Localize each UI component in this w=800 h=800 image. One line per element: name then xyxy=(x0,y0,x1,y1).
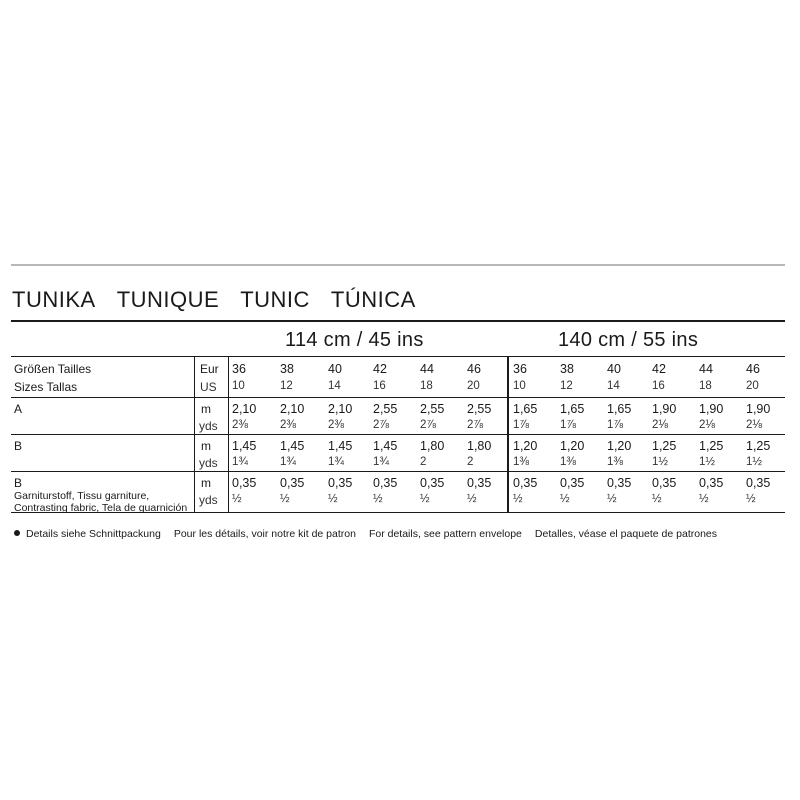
eur-size-cell: 44 xyxy=(420,362,434,376)
row-b-unit-m: m xyxy=(201,439,211,453)
meters-cell: 0,35 xyxy=(699,476,724,490)
yards-cell: ½ xyxy=(560,493,570,505)
eur-size-cell: 40 xyxy=(328,362,342,376)
size-label-line2: Sizes Tallas xyxy=(14,380,78,394)
pattern-title xyxy=(12,287,437,313)
yards-cell: 2⅜ xyxy=(232,419,248,431)
meters-cell: 1,65 xyxy=(560,402,585,416)
row-b-contrast-unit-yds: yds xyxy=(199,493,218,507)
us-size-cell: 20 xyxy=(467,380,480,392)
meters-cell: 1,45 xyxy=(232,439,257,453)
meters-cell: 1,65 xyxy=(513,402,538,416)
size-column-divider xyxy=(228,356,229,512)
title-rule xyxy=(11,320,785,322)
meters-cell: 0,35 xyxy=(280,476,305,490)
row-b-contrast-unit-m: m xyxy=(201,476,211,490)
size-label-line1: Größen Tailles xyxy=(14,362,92,376)
yards-cell: 1⅜ xyxy=(513,456,529,468)
title-fr: TUNIQUE xyxy=(116,287,220,312)
yards-cell: ½ xyxy=(513,493,523,505)
row-b-contrast-desc2: Contrasting fabric, Tela de guarnición xyxy=(14,502,188,514)
yards-cell: 1¾ xyxy=(232,456,248,468)
yards-cell: 1⅞ xyxy=(607,419,623,431)
meters-cell: 2,10 xyxy=(232,402,257,416)
yards-cell: 2⅞ xyxy=(467,419,483,431)
meters-cell: 1,80 xyxy=(467,439,492,453)
row-b-unit-yds: yds xyxy=(199,456,218,470)
footer-note-fr: Pour les détails, voir notre kit de patron xyxy=(173,528,356,540)
yards-cell: ½ xyxy=(467,493,477,505)
meters-cell: 1,20 xyxy=(560,439,585,453)
yards-cell: 1¾ xyxy=(373,456,389,468)
us-size-cell: 14 xyxy=(607,380,620,392)
us-size-cell: 10 xyxy=(513,380,526,392)
yards-cell: ½ xyxy=(607,493,617,505)
yards-cell: 2⅜ xyxy=(328,419,344,431)
width-group-divider xyxy=(507,356,509,512)
yards-cell: ½ xyxy=(746,493,756,505)
us-size-cell: 12 xyxy=(560,380,573,392)
row-b-contrast-top-rule xyxy=(11,471,785,472)
yards-cell: 1⅜ xyxy=(607,456,623,468)
yards-cell: ½ xyxy=(699,493,709,505)
us-size-cell: 18 xyxy=(420,380,433,392)
footer-note-de: Details siehe Schnittpackung xyxy=(26,528,161,540)
us-size-cell: 10 xyxy=(232,380,245,392)
eur-size-cell: 38 xyxy=(280,362,294,376)
row-a-unit-m: m xyxy=(201,402,211,416)
yards-cell: 2 xyxy=(467,456,474,468)
meters-cell: 2,55 xyxy=(467,402,492,416)
footer-note-es: Detalles, véase el paquete de patrones xyxy=(534,528,718,540)
yards-cell: 2⅛ xyxy=(746,419,762,431)
row-b-contrast-view: B xyxy=(14,476,23,490)
meters-cell: 2,55 xyxy=(420,402,445,416)
row-a-unit-yds: yds xyxy=(199,419,218,433)
meters-cell: 1,90 xyxy=(746,402,771,416)
fabric-width-114: 114 cm / 45 ins xyxy=(285,329,424,351)
us-label: US xyxy=(200,380,217,394)
yards-cell: 1⅞ xyxy=(560,419,576,431)
fabric-width-140: 140 cm / 55 ins xyxy=(558,329,699,351)
row-b-view: B xyxy=(14,439,23,453)
eur-size-cell: 46 xyxy=(467,362,481,376)
meters-cell: 0,35 xyxy=(373,476,398,490)
row-a-top-rule xyxy=(11,397,785,398)
meters-cell: 1,45 xyxy=(280,439,305,453)
row-b-contrast-desc: Garniturstoff, Tissu garniture, xyxy=(14,490,150,502)
meters-cell: 1,25 xyxy=(652,439,677,453)
yards-cell: 1⅞ xyxy=(513,419,529,431)
meters-cell: 0,35 xyxy=(560,476,585,490)
eur-size-cell: 36 xyxy=(232,362,246,376)
us-size-cell: 12 xyxy=(280,380,293,392)
meters-cell: 0,35 xyxy=(420,476,445,490)
yards-cell: ½ xyxy=(280,493,290,505)
yards-cell: 1⅜ xyxy=(560,456,576,468)
bullet-icon xyxy=(14,530,20,536)
yards-cell: ½ xyxy=(373,493,383,505)
meters-cell: 0,35 xyxy=(607,476,632,490)
meters-cell: 0,35 xyxy=(746,476,771,490)
yards-cell: 2⅜ xyxy=(280,419,296,431)
meters-cell: 1,65 xyxy=(607,402,632,416)
yards-cell: ½ xyxy=(328,493,338,505)
yards-cell: 1½ xyxy=(746,456,762,468)
eur-size-cell: 46 xyxy=(746,362,760,376)
us-size-cell: 16 xyxy=(652,380,665,392)
eur-size-cell: 44 xyxy=(699,362,713,376)
eur-size-cell: 36 xyxy=(513,362,527,376)
us-size-cell: 18 xyxy=(699,380,712,392)
row-b-top-rule xyxy=(11,434,785,435)
meters-cell: 0,35 xyxy=(232,476,257,490)
title-de: TUNIKA xyxy=(12,287,96,312)
eur-size-cell: 38 xyxy=(560,362,574,376)
unit-column-divider xyxy=(194,356,195,512)
yards-cell: 2⅛ xyxy=(652,419,668,431)
us-size-cell: 20 xyxy=(746,380,759,392)
meters-cell: 1,25 xyxy=(699,439,724,453)
meters-cell: 0,35 xyxy=(513,476,538,490)
footer-notes xyxy=(14,528,730,540)
meters-cell: 1,25 xyxy=(746,439,771,453)
meters-cell: 1,90 xyxy=(652,402,677,416)
header-top-rule xyxy=(11,356,785,357)
meters-cell: 1,90 xyxy=(699,402,724,416)
meters-cell: 1,80 xyxy=(420,439,445,453)
meters-cell: 0,35 xyxy=(467,476,492,490)
yards-cell: ½ xyxy=(652,493,662,505)
meters-cell: 2,55 xyxy=(373,402,398,416)
yards-cell: 2⅞ xyxy=(420,419,436,431)
top-rule xyxy=(11,264,785,266)
meters-cell: 0,35 xyxy=(652,476,677,490)
row-a-view: A xyxy=(14,402,23,416)
eur-size-cell: 40 xyxy=(607,362,621,376)
eur-size-cell: 42 xyxy=(373,362,387,376)
yards-cell: 1¾ xyxy=(280,456,296,468)
eur-size-cell: 42 xyxy=(652,362,666,376)
yards-cell: 2⅞ xyxy=(373,419,389,431)
yards-cell: 1½ xyxy=(652,456,668,468)
meters-cell: 1,45 xyxy=(328,439,353,453)
meters-cell: 1,45 xyxy=(373,439,398,453)
meters-cell: 2,10 xyxy=(280,402,305,416)
meters-cell: 2,10 xyxy=(328,402,353,416)
yards-cell: ½ xyxy=(420,493,430,505)
yards-cell: 2⅛ xyxy=(699,419,715,431)
yards-cell: 1½ xyxy=(699,456,715,468)
yards-cell: ½ xyxy=(232,493,242,505)
meters-cell: 1,20 xyxy=(607,439,632,453)
footer-note-en: For details, see pattern envelope xyxy=(368,528,522,540)
us-size-cell: 14 xyxy=(328,380,341,392)
us-size-cell: 16 xyxy=(373,380,386,392)
title-en: TUNIC xyxy=(240,287,310,312)
meters-cell: 0,35 xyxy=(328,476,353,490)
yards-cell: 2 xyxy=(420,456,427,468)
title-es: TÚNICA xyxy=(330,287,416,312)
eur-label: Eur xyxy=(200,362,219,376)
yards-cell: 1¾ xyxy=(328,456,344,468)
meters-cell: 1,20 xyxy=(513,439,538,453)
